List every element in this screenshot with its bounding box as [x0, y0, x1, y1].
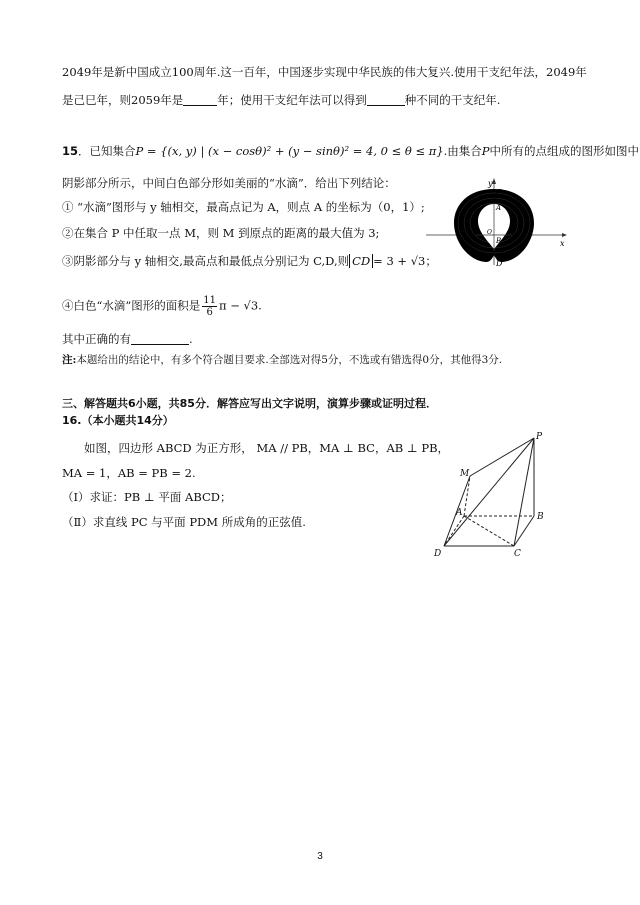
q16-line-1	[84, 440, 449, 456]
label-p: P	[536, 432, 543, 442]
solid-geometry-figure	[430, 430, 560, 558]
q16-line-2	[62, 465, 196, 481]
q15-fraction-denominator: 6	[206, 307, 213, 318]
intro-text-2c: 种不同的干支纪年.	[404, 93, 501, 107]
answer-blank-1[interactable]	[183, 93, 217, 106]
q15-set-expression: P = {(x, y) | (x − cosθ)² + (y − sinθ)² = 4, 0 ≤ θ ≤ π}	[135, 144, 444, 158]
edge-ac	[464, 516, 514, 546]
q15-note-label: 注:	[62, 354, 77, 366]
q15-abs-cd: CD	[349, 254, 373, 268]
q15-answer-blank[interactable]	[131, 332, 189, 345]
label-c: C	[496, 188, 503, 197]
label-d: D	[496, 259, 503, 267]
q15-answer-end: .	[189, 332, 193, 346]
q15-statement-3	[62, 253, 437, 269]
water-drop-figure	[424, 175, 570, 267]
label-m: M	[460, 469, 470, 479]
label-y-axis: y	[488, 179, 493, 188]
q15-statement-3-tail: = 3 + √3；	[373, 254, 437, 268]
intro-line-1	[62, 64, 587, 80]
label-a: A	[496, 204, 502, 212]
edge-pd	[444, 438, 534, 546]
q15-note	[62, 352, 502, 368]
edge-pm	[470, 438, 534, 476]
q15-note-text: 本题给出的结论中，有多个符合题目要求.全部选对得5分，不选或有错选得0分，其他得3分.	[76, 354, 503, 366]
q15-statement-4-text: ④白色“水滴”图形的面积是	[62, 298, 201, 313]
q15-line-2-text: 阴影部分所示，中间白色部分形如美丽的“水滴”．给出下列结论：	[62, 176, 396, 190]
q15-number: 15	[62, 144, 79, 158]
intro-text-2b: 年；使用干支纪年法可以得到	[217, 93, 367, 107]
q15-fraction	[202, 295, 217, 318]
q15-stem	[62, 143, 639, 159]
q15-statement-1	[62, 199, 425, 215]
q16-part-2	[62, 514, 306, 530]
q15-line-2	[62, 175, 396, 191]
label-d: D	[434, 549, 442, 558]
label-b: B	[537, 512, 544, 522]
q15-answer-label: 其中正确的有	[62, 332, 131, 346]
q15-stem-d: 中所有的点组成的图形如图中	[489, 144, 640, 158]
q15-statement-2-text: ②在集合 P 中任取一点 M，则 M 到原点的距离的最大值为 3;	[62, 226, 380, 240]
edge-pc	[514, 438, 534, 546]
q16-heading-text: 16.（本小题共14分）	[62, 414, 174, 427]
q15-fraction-numerator: 11	[203, 295, 216, 306]
section-3-heading	[62, 396, 437, 412]
x-axis-arrow	[562, 233, 567, 237]
answer-blank-2[interactable]	[367, 93, 405, 106]
edge-am	[464, 476, 470, 516]
q16-part-1	[62, 489, 232, 505]
section-3-heading-text: 三、解答题共6小题，共85分．解答应写出文字说明，演算步骤或证明过程．	[62, 397, 437, 410]
intro-line-2	[62, 92, 500, 108]
intro-text-1: 2049年是新中国成立100周年.这一百年，中国逐步实现中华民族的伟大复兴.使用干支纪年法，2049年	[62, 65, 587, 79]
label-b: B	[496, 237, 502, 245]
q15-stem-b: .由集合	[443, 144, 482, 158]
q15-statement-4-tail: π − √3.	[219, 298, 262, 313]
q15-statement-1-text: ① “水滴”图形与 y 轴相交，最高点记为 A，则点 A 的坐标为（0，1）;	[62, 200, 425, 214]
q16-part-2-text: （Ⅱ）求直线 PC 与平面 PDM 所成角的正弦值.	[62, 515, 306, 529]
q16-line-1-text: 如图，四边形 ABCD 为正方形， MA // PB，MA ⊥ BC，AB ⊥ PB，	[84, 441, 450, 455]
q15-stem-a: ．已知集合	[78, 144, 136, 158]
label-o: O	[487, 229, 492, 236]
q15-answer-line	[62, 331, 193, 347]
page-number: 3	[317, 851, 323, 862]
label-x-axis: x	[560, 239, 565, 248]
q16-line-2-text: MA = 1，AB = PB = 2.	[62, 466, 196, 480]
label-a: A	[456, 508, 463, 518]
q15-statement-2	[62, 225, 379, 241]
q15-stem-c: P	[481, 144, 490, 158]
q16-heading	[62, 413, 174, 429]
q15-statement-3-text: ③阴影部分与 y 轴相交,最高点和最低点分别记为 C,D,则	[62, 254, 350, 268]
q16-part-1-text: （Ⅰ）求证：PB ⊥ 平面 ABCD；	[62, 490, 232, 504]
q15-statement-4	[62, 295, 262, 318]
label-c: C	[514, 549, 521, 558]
intro-text-2a: 是己巳年，则2059年是	[62, 93, 184, 107]
y-axis-arrow	[492, 178, 496, 184]
